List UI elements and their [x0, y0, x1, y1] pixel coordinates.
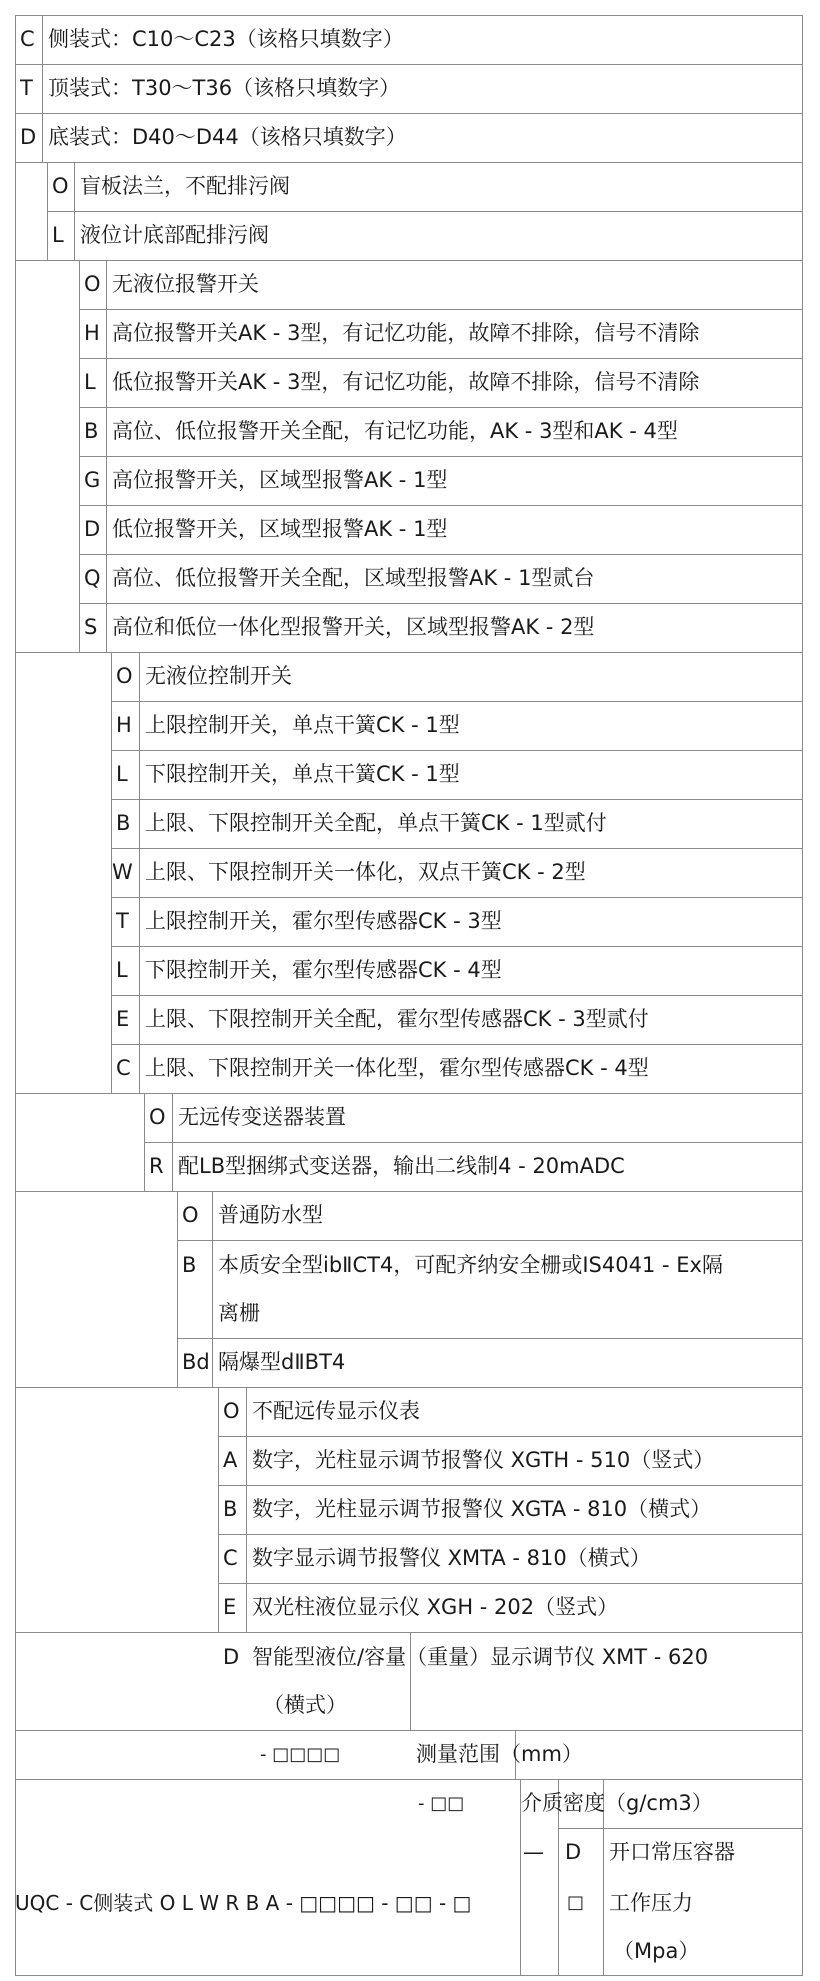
control-desc: 下限控制开关，霍尔型传感器CK - 4型 — [145, 958, 502, 982]
mount-desc: 底装式：D40～D44（该格只填数字） — [48, 125, 407, 149]
alarm-code: O — [84, 272, 101, 296]
rule — [212, 1191, 213, 1387]
rule — [15, 1730, 803, 1731]
rule — [177, 1240, 803, 1241]
explosion-code: B — [182, 1253, 197, 1277]
range-code: - □□□□ — [260, 1744, 341, 1765]
control-code: H — [116, 713, 132, 737]
rule — [139, 652, 140, 1093]
model-code-example: UQC - C侧装式 O L W R B A - □□□□ - □□ - □ — [15, 1891, 472, 1915]
model-selection-table — [15, 15, 803, 1977]
rule — [15, 652, 803, 653]
transmitter-code: O — [149, 1105, 166, 1129]
rule — [42, 15, 43, 162]
mount-desc: 顶装式：T30～T36（该格只填数字） — [48, 76, 401, 100]
rule — [802, 15, 803, 1976]
range-desc: 测量范围（mm） — [416, 1742, 583, 1766]
control-desc: 上限、下限控制开关一体化型，霍尔型传感器CK - 4型 — [145, 1056, 649, 1080]
control-desc: 上限、下限控制开关一体化，双点干簧CK - 2型 — [145, 860, 586, 884]
control-desc: 上限、下限控制开关全配，单点干簧CK - 1型贰付 — [145, 811, 607, 835]
transmitter-code: R — [149, 1154, 164, 1178]
explosion-code: Bd — [182, 1350, 210, 1374]
explosion-desc: 普通防水型 — [218, 1203, 323, 1227]
control-code: C — [116, 1056, 131, 1080]
alarm-code: L — [84, 370, 96, 394]
display-desc: 不配远传显示仪表 — [252, 1399, 420, 1423]
rule — [172, 1093, 173, 1191]
transmitter-desc: 配LB型捆绑式变送器，输出二线制4 - 20mADC — [178, 1154, 625, 1178]
control-code: T — [116, 909, 129, 933]
working-pressure-unit: （Mpa） — [613, 1939, 700, 1963]
alarm-desc: 高位、低位报警开关全配，有记忆功能，AK - 3型和AK - 4型 — [112, 419, 678, 443]
transmitter-desc: 无远传变送器装置 — [178, 1105, 346, 1129]
alarm-desc: 高位报警开关AK - 3型，有记忆功能，故障不排除，信号不清除 — [112, 321, 700, 345]
rule — [177, 1191, 178, 1387]
explosion-desc-cont: 离栅 — [218, 1301, 260, 1325]
rule — [15, 1093, 803, 1094]
working-pressure-label: 工作压力 — [609, 1891, 693, 1915]
alarm-desc: 无液位报警开关 — [112, 272, 259, 296]
alarm-code: Q — [84, 566, 101, 590]
control-code: L — [116, 762, 128, 786]
rule — [74, 162, 75, 260]
control-code: L — [116, 958, 128, 982]
drain-code: L — [52, 223, 64, 247]
control-desc: 上限控制开关，单点干簧CK - 1型 — [145, 713, 460, 737]
rule — [15, 15, 16, 1976]
drain-desc: 盲板法兰，不配排污阀 — [80, 174, 290, 198]
control-code: E — [116, 1007, 130, 1031]
control-code: O — [116, 664, 133, 688]
rule — [106, 260, 107, 652]
drain-code: O — [52, 174, 69, 198]
rule — [15, 1975, 803, 1976]
rule — [246, 1387, 247, 1632]
display-code: B — [223, 1497, 238, 1521]
display-code: C — [223, 1546, 238, 1570]
alarm-desc: 高位、低位报警开关全配，区域型报警AK - 1型贰台 — [112, 566, 595, 590]
display-desc-cont: （横式） — [263, 1693, 347, 1717]
alarm-code: D — [84, 517, 101, 541]
display-desc: 数字，光柱显示调节报警仪 XGTH - 510（竖式） — [252, 1448, 715, 1472]
display-desc: 智能型液位/容量（重量）显示调节仪 XMT - 620 — [252, 1645, 709, 1669]
rule — [15, 1632, 803, 1633]
alarm-code: S — [84, 615, 98, 639]
alarm-code: H — [84, 321, 100, 345]
rule — [144, 1093, 145, 1191]
alarm-code: B — [84, 419, 99, 443]
rule — [15, 1191, 803, 1192]
mount-code: C — [20, 27, 35, 51]
pressure-dash: — — [523, 1840, 544, 1864]
display-desc: 数字显示调节报警仪 XMTA - 810（横式） — [252, 1546, 651, 1570]
drain-desc: 液位计底部配排污阀 — [80, 223, 269, 247]
display-code: O — [223, 1399, 240, 1423]
open-container-desc: 开口常压容器 — [609, 1840, 735, 1864]
explosion-code: O — [182, 1203, 199, 1227]
density-desc: 介质密度（g/cm3） — [521, 1791, 713, 1815]
display-code: E — [223, 1595, 237, 1619]
control-code: W — [112, 860, 133, 884]
display-code: A — [223, 1448, 238, 1472]
display-code: D — [223, 1645, 240, 1669]
display-desc: 数字，光柱显示调节报警仪 XGTA - 810（横式） — [252, 1497, 712, 1521]
rule — [79, 260, 80, 652]
control-desc: 下限控制开关，单点干簧CK - 1型 — [145, 762, 460, 786]
mount-code: T — [20, 76, 33, 100]
mount-code: D — [20, 125, 37, 149]
control-code: B — [116, 811, 131, 835]
rule — [47, 162, 48, 260]
alarm-desc: 低位报警开关AK - 3型，有记忆功能，故障不排除，信号不清除 — [112, 370, 700, 394]
mount-desc: 侧装式：C10～C23（该格只填数字） — [48, 27, 404, 51]
control-desc: 上限控制开关，霍尔型传感器CK - 3型 — [145, 909, 502, 933]
explosion-desc: 本质安全型ibⅡCT4，可配齐纳安全栅或IS4041 - Ex隔 — [218, 1253, 723, 1277]
open-container-code: D — [565, 1840, 582, 1864]
alarm-desc: 低位报警开关，区域型报警AK - 1型 — [112, 517, 448, 541]
control-desc: 上限、下限控制开关全配，霍尔型传感器CK - 3型贰付 — [145, 1007, 649, 1031]
rule — [218, 1387, 219, 1632]
display-desc: 双光柱液位显示仪 XGH - 202（竖式） — [252, 1595, 619, 1619]
alarm-code: G — [84, 468, 101, 492]
density-code: - □□ — [418, 1793, 465, 1814]
pressure-box-code: □ — [567, 1892, 585, 1913]
alarm-desc: 高位和低位一体化型报警开关，区域型报警AK - 2型 — [112, 615, 595, 639]
explosion-desc: 隔爆型dⅡBT4 — [218, 1350, 346, 1374]
control-desc: 无液位控制开关 — [145, 664, 292, 688]
alarm-desc: 高位报警开关，区域型报警AK - 1型 — [112, 468, 448, 492]
